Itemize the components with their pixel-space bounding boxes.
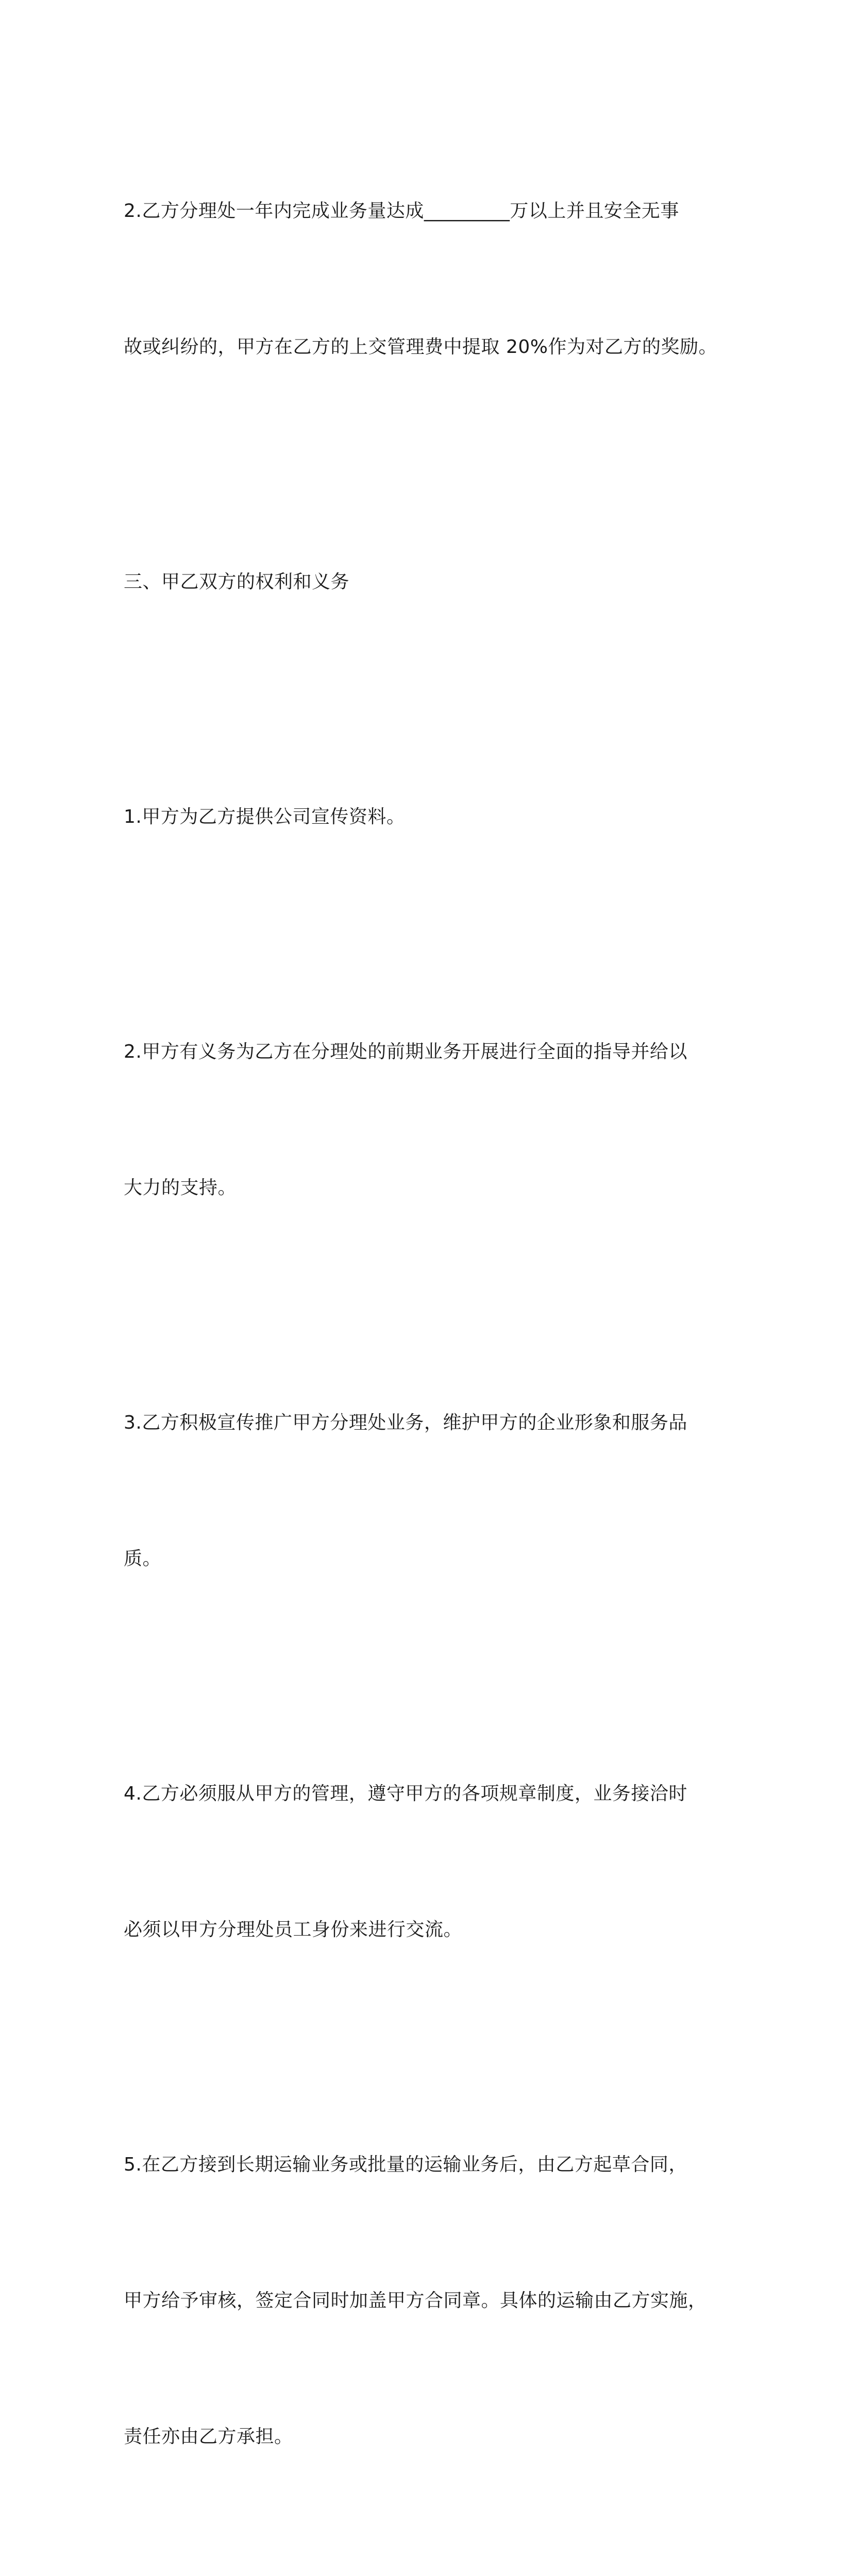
text-line: 质。 — [124, 1548, 162, 1569]
text-line: 1.甲方为乙方提供公司宣传资料。 — [124, 806, 406, 827]
list-item-6 — [124, 2558, 721, 2576]
text-line: 2.甲方有义务为乙方在分理处的前期业务开展进行全面的指导并给以 — [124, 1041, 687, 1062]
paragraph-reward-clause — [124, 98, 721, 461]
list-item-1 — [124, 704, 721, 930]
text-line: 责任亦由乙方承担。 — [124, 2426, 293, 2447]
document-body — [124, 98, 721, 2576]
text-line: 故或纠纷的，甲方在乙方的上交管理费中提取 20%作为对乙方的奖励。 — [124, 336, 717, 358]
text-line: 大力的支持。 — [124, 1177, 237, 1198]
section-heading-text: 三、甲乙双方的权利和义务 — [124, 571, 350, 592]
text-line: 3.乙方积极宣传推广甲方分理处业务，维护甲方的企业形象和服务品 — [124, 1412, 687, 1433]
list-item-5 — [124, 2052, 721, 2550]
text-line: 2.乙方分理处一年内完成业务量达成_________万以上并且安全无事 — [124, 200, 679, 222]
list-item-2 — [124, 939, 721, 1301]
section-heading — [124, 469, 721, 696]
text-line: 5.在乙方接到长期运输业务或批量的运输业务后，由乙方起草合同， — [124, 2154, 687, 2175]
list-item-3 — [124, 1310, 721, 1672]
text-line: 4.乙方必须服从甲方的管理，遵守甲方的各项规章制度，业务接洽时 — [124, 1783, 687, 1804]
text-line: 必须以甲方分理处员工身份来进行交流。 — [124, 1919, 463, 1940]
text-line: 甲方给予审核，签定合同时加盖甲方合同章。具体的运输由乙方实施， — [124, 2290, 707, 2311]
list-item-4 — [124, 1681, 721, 2043]
